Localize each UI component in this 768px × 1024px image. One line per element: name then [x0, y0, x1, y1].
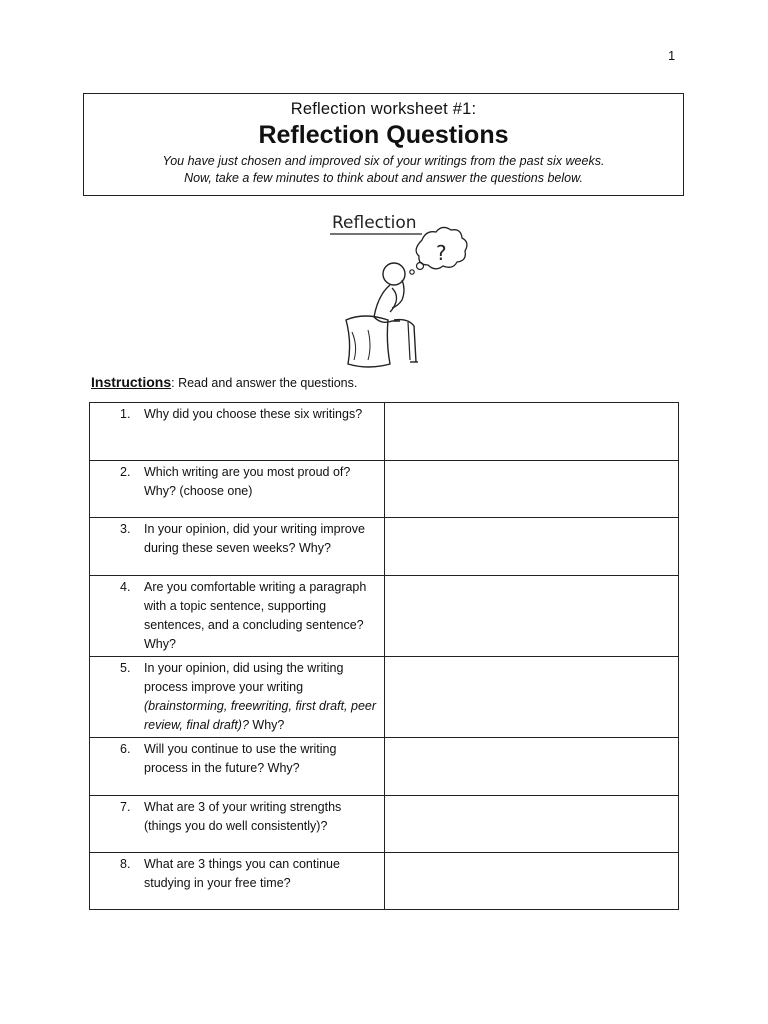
question-number: 1. — [120, 407, 131, 421]
answer-cell[interactable] — [385, 518, 679, 576]
answer-cell[interactable] — [385, 657, 679, 738]
question-number: 8. — [120, 857, 131, 871]
question-number: 6. — [120, 742, 131, 756]
question-text: In your opinion, did your writing improve during these seven weeks? Why? — [144, 522, 365, 555]
answer-cell[interactable] — [385, 738, 679, 796]
answer-cell[interactable] — [385, 403, 679, 461]
question-text: Which writing are you most proud of? Why? (choose one) — [144, 465, 351, 498]
question-number: 5. — [120, 661, 131, 675]
table-row — [90, 461, 679, 518]
question-cell — [90, 657, 385, 738]
table-row — [90, 576, 679, 657]
instructions-label: Instructions — [91, 374, 172, 390]
question-text — [144, 659, 378, 735]
question-cell — [90, 461, 385, 518]
table-row — [90, 796, 679, 853]
table-row — [90, 518, 679, 576]
answer-cell[interactable] — [385, 796, 679, 853]
question-number: 7. — [120, 800, 131, 814]
question-cell — [90, 576, 385, 657]
question-number: 4. — [120, 580, 131, 594]
page-number: 1 — [668, 48, 676, 63]
question-cell — [90, 796, 385, 853]
question-cell — [90, 738, 385, 796]
answer-cell[interactable] — [385, 853, 679, 910]
questions-table — [89, 402, 679, 910]
instructions — [91, 374, 357, 390]
question-text: What are 3 of your writing strengths (things you do well consistently)? — [144, 800, 342, 833]
table-row — [90, 738, 679, 796]
question-text-end: Why? — [248, 718, 285, 732]
question-text-italic: (brainstorming, freewriting, first draft, peer review, final draft)? — [144, 699, 377, 732]
question-text: Are you comfortable writing a paragraph with a topic sentence, supporting sentences, and a concluding sentence? Why? — [144, 580, 367, 651]
question-number: 3. — [120, 522, 131, 536]
thinking-person-icon — [322, 204, 472, 370]
worksheet-title: Reflection Questions — [258, 121, 509, 149]
worksheet-header — [83, 93, 684, 196]
illustration-label: Reflection — [332, 213, 417, 233]
question-cell — [90, 403, 385, 461]
question-text: Will you continue to use the writing process in the future? Why? — [144, 742, 337, 775]
question-cell — [90, 518, 385, 576]
table-row — [90, 657, 679, 738]
question-number: 2. — [120, 465, 131, 479]
table-row — [90, 403, 679, 461]
question-text-main: In your opinion, did using the writing process improve your writing — [144, 661, 344, 694]
question-cell — [90, 853, 385, 910]
worksheet-intro — [84, 153, 683, 187]
question-text: Why did you choose these six writings? — [144, 407, 363, 421]
answer-cell[interactable] — [385, 461, 679, 518]
thought-bubble-mark: ? — [436, 241, 447, 265]
intro-line-2: Now, take a few minutes to think about and answer the questions below. — [184, 171, 583, 185]
table-row — [90, 853, 679, 910]
worksheet-subtitle: Reflection worksheet #1: — [290, 100, 477, 118]
answer-cell[interactable] — [385, 576, 679, 657]
question-text: What are 3 things you can continue studying in your free time? — [144, 857, 340, 890]
intro-line-1: You have just chosen and improved six of your writings from the past six weeks. — [162, 154, 605, 168]
instructions-text: : Read and answer the questions. — [171, 376, 358, 390]
